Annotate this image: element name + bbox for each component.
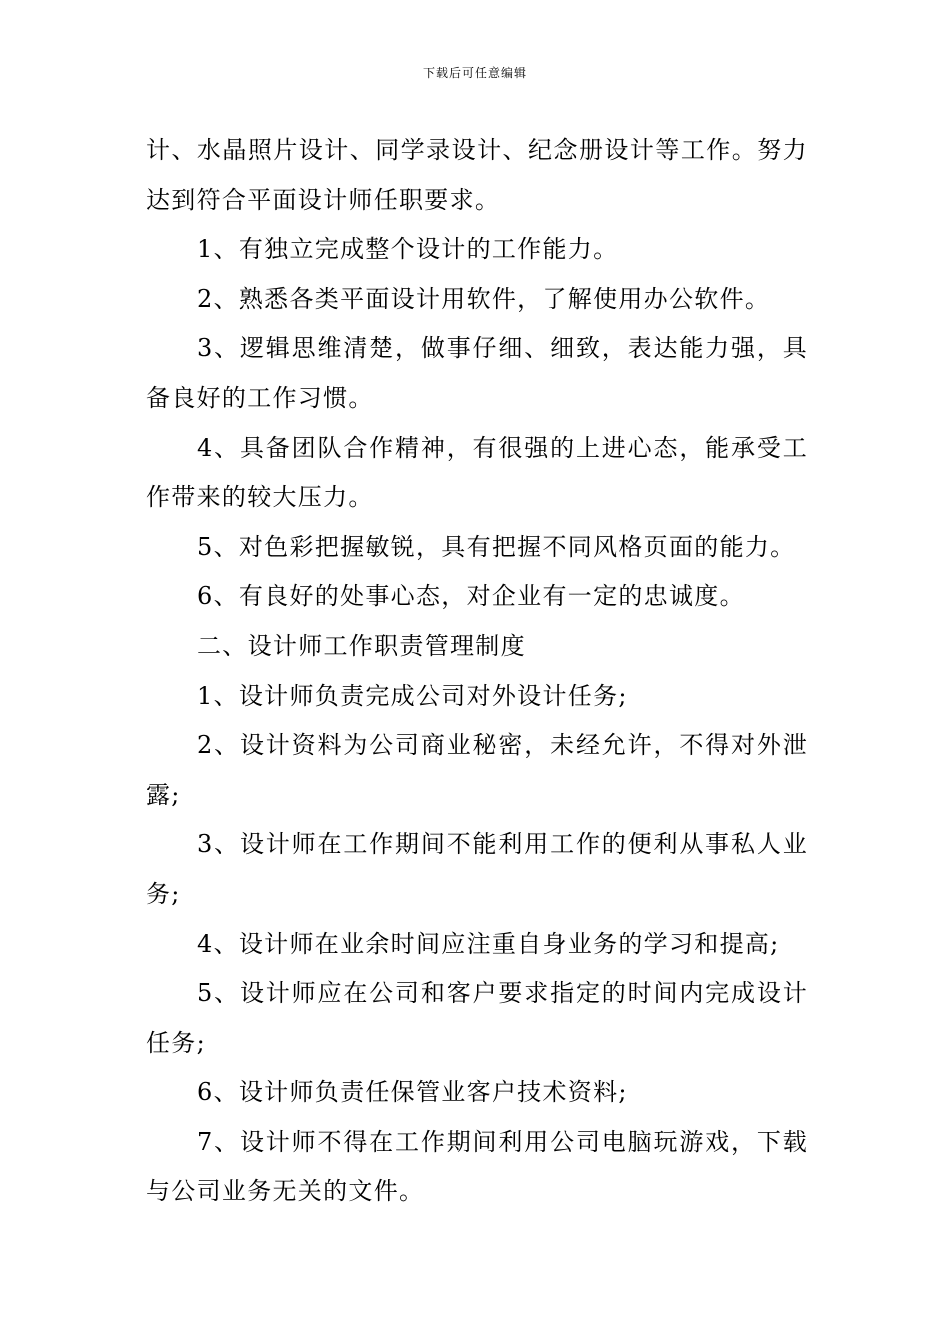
page-header: 下载后可任意编辑	[422, 66, 527, 80]
document-body	[146, 126, 808, 1217]
duty-item-4: 4、设计师在业余时间应注重自身业务的学习和提高;	[197, 929, 780, 958]
duty-item-2: 2、设计资料为公司商业秘密，未经允许，不得对外泄露;	[146, 731, 808, 809]
duty-item-7: 7、设计师不得在工作期间利用公司电脑玩游戏，下载与公司业务无关的文件。	[146, 1127, 808, 1206]
requirement-item-3: 3、逻辑思维清楚，做事仔细、细致，表达能力强，具备良好的工作习惯。	[146, 334, 808, 412]
duty-item-5: 5、设计师应在公司和客户要求指定的时间内完成设计任务;	[146, 979, 808, 1057]
requirement-item-5: 5、对色彩把握敏锐，具有把握不同风格页面的能力。	[197, 532, 796, 561]
requirement-item-1: 1、有独立完成整个设计的工作能力。	[197, 235, 619, 264]
requirement-item-2: 2、熟悉各类平面设计用软件，了解使用办公软件。	[197, 284, 771, 313]
requirement-item-4: 4、具备团队合作精神，有很强的上进心态，能承受工作带来的较大压力。	[146, 433, 808, 512]
section-heading: 二、设计师工作职责管理制度	[197, 631, 526, 660]
duty-item-1: 1、设计师负责完成公司对外设计任务;	[197, 681, 628, 710]
duty-item-3: 3、设计师在工作期间不能利用工作的便利从事私人业务;	[146, 830, 808, 908]
duty-item-6: 6、设计师负责任保管业客户技术资料;	[197, 1078, 628, 1107]
paragraph-continuation: 计、水晶照片设计、同学录设计、纪念册设计等工作。努力达到符合平面设计师任职要求。	[146, 136, 808, 214]
requirement-item-6: 6、有良好的处事心态，对企业有一定的忠诚度。	[197, 582, 745, 611]
